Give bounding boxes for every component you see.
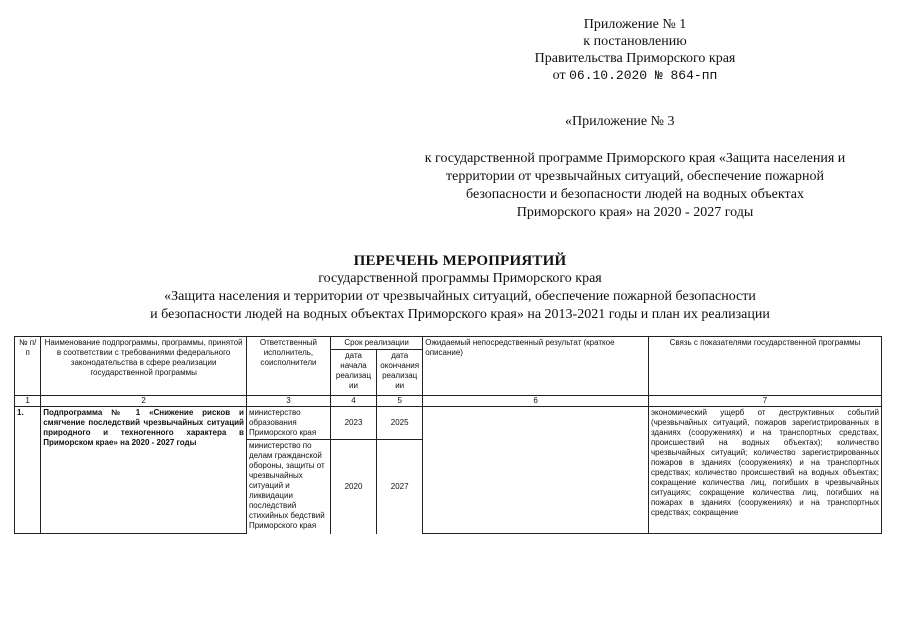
col-number: 5 bbox=[377, 396, 423, 407]
document-title bbox=[90, 252, 830, 324]
appendix-date-prefix: от bbox=[552, 68, 566, 83]
header-num: № п/п bbox=[15, 337, 41, 396]
header-result: Ожидаемый непосредственный результат (краткое описание) bbox=[423, 337, 649, 396]
appendix-header bbox=[500, 16, 770, 84]
col-number: 1 bbox=[15, 396, 41, 407]
appendix-line-1: Приложение № 1 bbox=[583, 17, 687, 32]
program-ref-line-1: к государственной программе Приморского края «Защита населения и bbox=[424, 151, 846, 166]
title-heading: ПЕРЕЧЕНЬ МЕРОПРИЯТИЙ bbox=[353, 253, 567, 269]
row-start-2: 2020 bbox=[330, 440, 376, 534]
program-ref-line-3: безопасности и безопасности людей на водных объектах bbox=[466, 187, 804, 202]
row-name: Подпрограмма № 1 «Снижение рисков и смягчение последствий чрезвычайных ситуаций природного и техногенного характера в Приморском крае» на 2020 - 2027 годы bbox=[41, 407, 247, 534]
header-end: дата окончания реализац ии bbox=[377, 350, 423, 396]
program-reference bbox=[395, 150, 875, 222]
row-num: 1. bbox=[15, 407, 41, 534]
col-number: 2 bbox=[41, 396, 247, 407]
header-name: Наименование подпрограммы, программы, принятой в соответствии с требованиями федерального законодательства в сфере реализации государственной программы bbox=[41, 337, 247, 396]
table-row bbox=[15, 407, 882, 440]
measures-table bbox=[14, 336, 882, 534]
appendix-line-4 bbox=[500, 67, 770, 84]
header-start: дата начала реализац ии bbox=[330, 350, 376, 396]
row-link: экономический ущерб от деструктивных событий (чрезвычайных ситуаций, пожаров зарегистрированных в зданиях (сооружениях) и на транспортных средствах, происшествий на водных объектах); количество чрезвычайных ситуаций; количество зарегистрированных пожаров в зданиях (сооружениях) и на транспортных средствах; количество происшествий на водных объектах; сокращение количества лиц, погибших в чрезвычайных ситуациях; сокращение количества лиц, погибших на пожарах в зданиях (сооружениях) и на транспортных средствах; сокращение bbox=[648, 407, 881, 534]
col-number: 3 bbox=[246, 396, 330, 407]
row-start-1: 2023 bbox=[330, 407, 376, 440]
appendix-line-3: Правительства Приморского края bbox=[534, 51, 736, 66]
title-line-4: и безопасности людей на водных объектах Приморского края» на 2013-2021 годы и план их реализации bbox=[150, 307, 770, 322]
col-number: 7 bbox=[648, 396, 881, 407]
row-result bbox=[423, 407, 649, 534]
table-header-row bbox=[15, 337, 882, 350]
program-ref-line-2: территории от чрезвычайных ситуаций, обеспечение пожарной bbox=[446, 169, 824, 184]
row-executor-2: министерство по делам гражданской обороны, защиты от чрезвычайных ситуаций и ликвидации последствий стихийных бедствий Приморского края bbox=[246, 440, 330, 534]
title-line-2: государственной программы Приморского края bbox=[318, 271, 602, 286]
row-executor-1: министерство образования Приморского края bbox=[246, 407, 330, 440]
title-line-3: «Защита населения и территории от чрезвычайных ситуаций, обеспечение пожарной безопасности bbox=[164, 289, 756, 304]
row-end-1: 2025 bbox=[377, 407, 423, 440]
column-number-row bbox=[15, 396, 882, 407]
appendix-date-number: 06.10.2020 № 864-пп bbox=[569, 68, 718, 83]
header-executor: Ответственный исполнитель, соисполнители bbox=[246, 337, 330, 396]
appendix-line-2: к постановлению bbox=[583, 34, 687, 49]
appendix-3-label: «Приложение № 3 bbox=[565, 114, 675, 129]
program-ref-line-4: Приморского края» на 2020 - 2027 годы bbox=[516, 205, 754, 220]
col-number: 4 bbox=[330, 396, 376, 407]
header-period: Срок реализации bbox=[330, 337, 422, 350]
header-link: Связь с показателями государственной программы bbox=[648, 337, 881, 396]
col-number: 6 bbox=[423, 396, 649, 407]
row-end-2: 2027 bbox=[377, 440, 423, 534]
